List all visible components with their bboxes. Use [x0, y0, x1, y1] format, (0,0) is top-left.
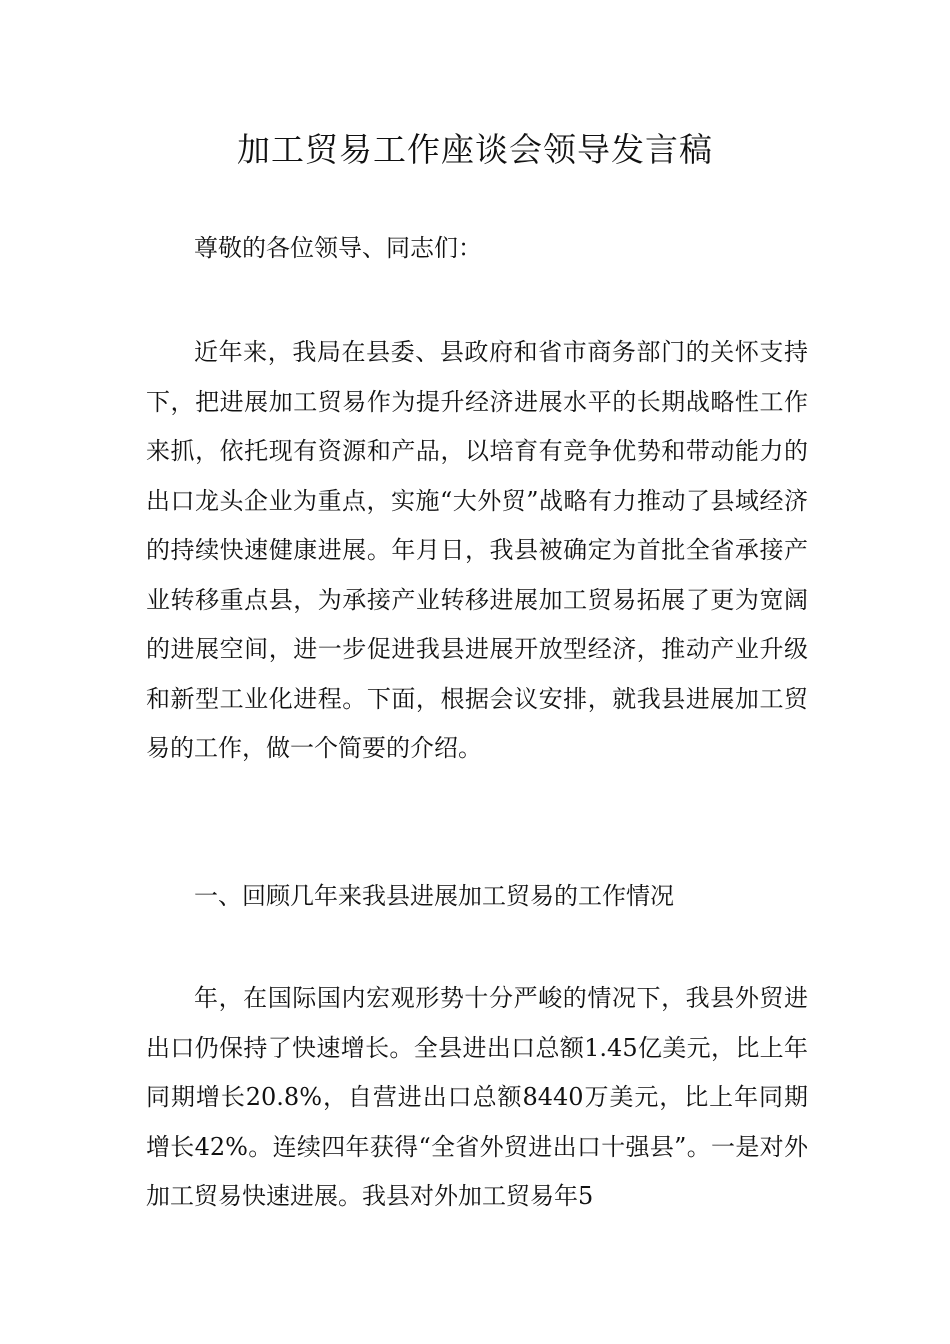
- section-heading: 一、回顾几年来我县进展加工贸易的工作情况: [194, 882, 674, 910]
- document-title: 加工贸易工作座谈会领导发言稿: [237, 130, 713, 169]
- greeting-paragraph: 尊敬的各位领导、同志们：: [194, 234, 482, 262]
- section-body-paragraph: 年，在国际国内宏观形势十分严峻的情况下，我县外贸进出口仍保持了快速增长。全县进出口总额1.45亿美元，比上年同期增长20.8%，自营进出口总额8440万美元，比上年同期增长42%。连续四年获得“全省外贸进出口十强县”。一是对外加工贸易快速进展。我县对外加工贸易年5: [146, 984, 808, 1210]
- intro-paragraph: 近年来，我局在县委、县政府和省市商务部门的关怀支持下，把进展加工贸易作为提升经济进展水平的长期战略性工作来抓，依托现有资源和产品，以培育有竞争优势和带动能力的出口龙头企业为重点，实施“大外贸”战略有力推动了县域经济的持续快速健康进展。年月日，我县被确定为首批全省承接产业转移重点县，为承接产业转移进展加工贸易拓展了更为宽阔的进展空间，进一步促进我县进展开放型经济，推动产业升级和新型工业化进程。下面，根据会议安排，就我县进展加工贸易的工作，做一个简要的介绍。: [146, 338, 808, 762]
